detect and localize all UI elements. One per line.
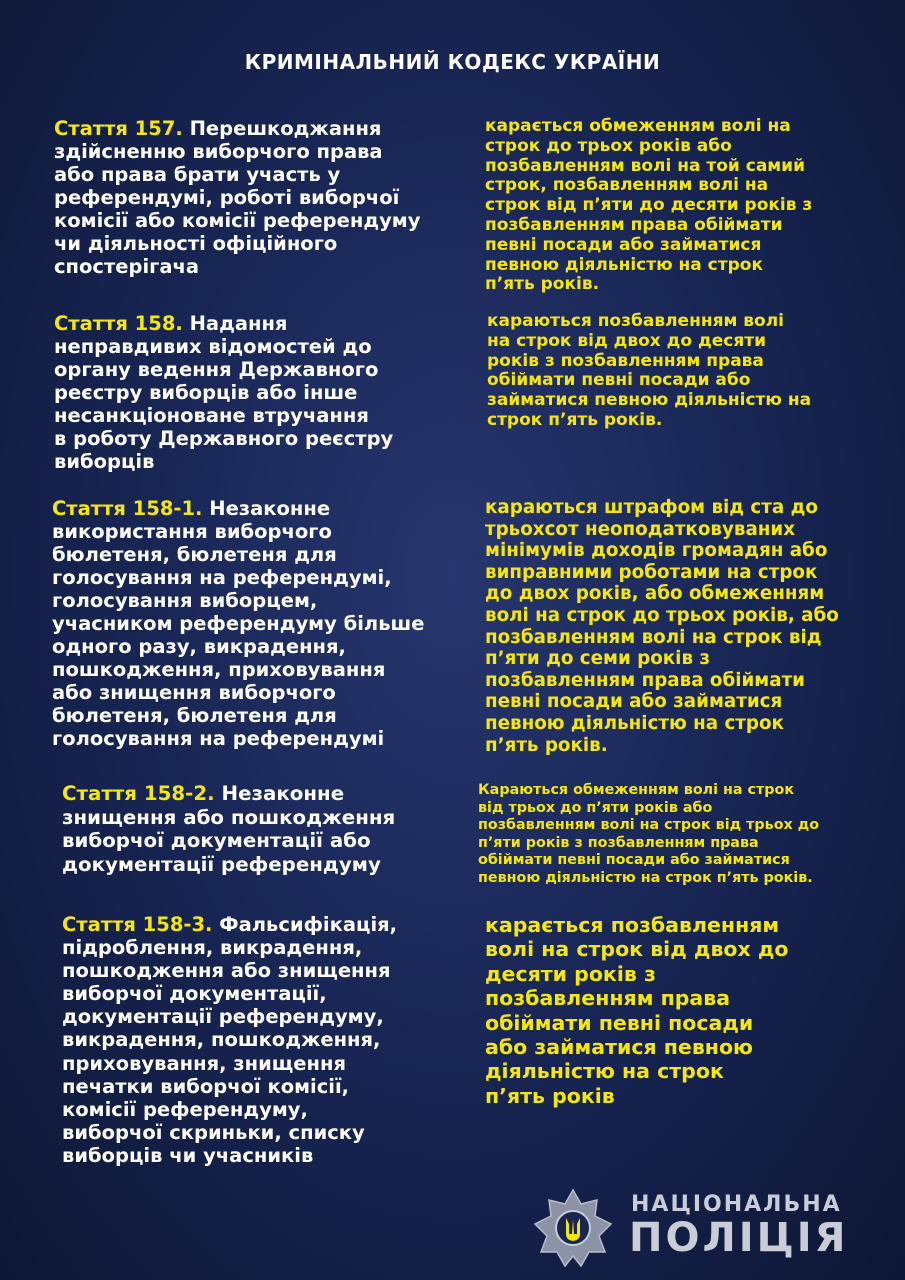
article-158-2-description (62, 782, 482, 876)
article-158-2-penalty: Караються обмеженням волі на строк від трьох до п’яти років або позбавленням волі на строк від трьох до п’яти років з позбавленням права обіймати певні посади або займатися певною діяльністю на строк п’ять років. (478, 782, 820, 886)
article-158-3-text: Фальсифікація, підроблення, викрадення, пошкодження або знищення виборчої документації, документації референдуму, викрадення, пошкодження, приховування, знищення печатки виборчої комісії, комісії референдуму, виборчої скриньки, списку виборців чи учасників (62, 913, 398, 1167)
article-158-2-text: Незаконне знищення або пошкодження виборчої документації або документації референдуму (62, 782, 396, 876)
article-158-penalty: караються позбавленням волі на строк від двох до десяти років з позбавленням права обіймати певні посади або займатися певною діяльністю на строк п’ять років. (487, 311, 812, 430)
article-157-number: Стаття 157. (54, 117, 183, 140)
logo-text-national: НАЦІОНАЛЬНА (631, 1192, 842, 1217)
page-title: КРИМІНАЛЬНИЙ КОДЕКС УКРАЇНИ (244, 50, 661, 74)
logo-text-police: ПОЛІЦІЯ (629, 1215, 849, 1261)
article-157-text: Перешкоджання здійсненню виборчого права або права брати участь у референдумі, роботі виборчої комісії або комісії референдуму чи діяльності офіційного спостерігача (54, 117, 421, 278)
article-158-1-number: Стаття 158-1. (52, 497, 203, 520)
article-157-penalty: карається обмеженням волі на строк до трьох років або позбавленням волі на той самий строк, позбавленням волі на строк від п’яти до десяти років з позбавленням права обіймати певні посади або займатися певною діяльністю на строк п’ять років. (485, 116, 813, 295)
article-158-3-penalty: карається позбавленням волі на строк від двох до десяти років з позбавленням права обіймати певні посади або займатися певною діяльністю на строк п’ять років (485, 913, 789, 1108)
article-158-3-number: Стаття 158-3. (62, 913, 213, 936)
article-158-2-number: Стаття 158-2. (62, 782, 215, 805)
article-158-3-description (62, 913, 482, 1167)
article-158-description (54, 312, 474, 473)
article-158-number: Стаття 158. (54, 312, 183, 335)
article-157-description (54, 117, 474, 278)
article-158-1-penalty: караються штрафом від ста до трьохсот неоподатковуваних мінімумів доходів громадян або виправними роботами на строк до двох років, або обмеженням волі на строк до трьох років, або позбавленням волі на строк від п’яти до семи років з позбавленням права обіймати певні посади або займатися певною діяльністю на строк п’ять років. (485, 497, 839, 756)
article-158-1-description (52, 497, 472, 750)
article-158-1-text: Незаконне використання виборчого бюлетеня, бюлетеня для голосування на референдумі, голосування виборцем, учасником референдуму більше одного разу, викрадення, пошкодження, приховування або знищення виборчого бюлетеня, бюлетеня для голосування на референдумі (52, 497, 425, 750)
police-badge-icon (533, 1188, 613, 1268)
article-158-text: Надання неправдивих відомостей до органу ведення Державного реєстру виборців або інше несанкціоноване втручання в роботу Державного реєстру виборців (54, 312, 394, 473)
national-police-logo (533, 1188, 863, 1268)
